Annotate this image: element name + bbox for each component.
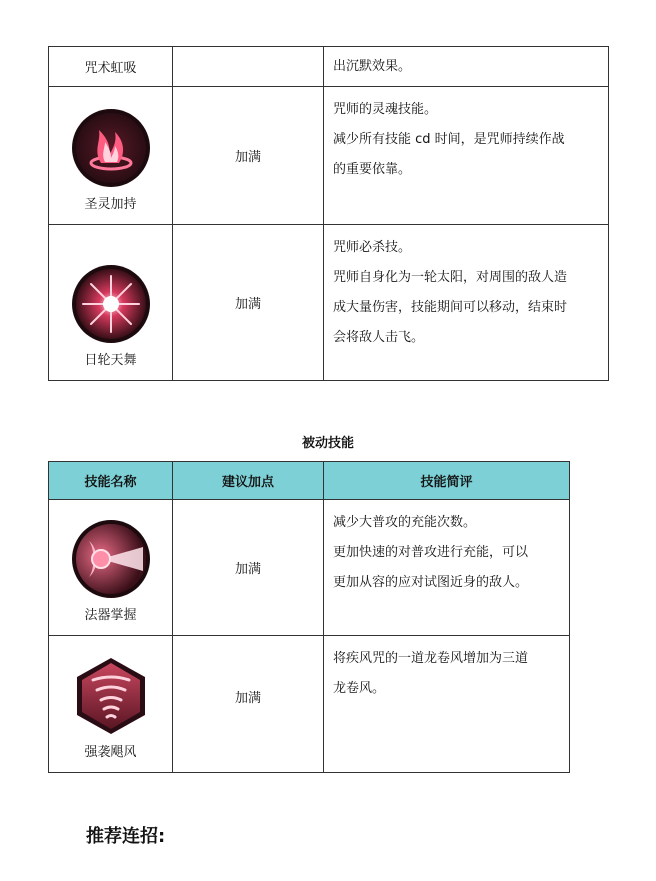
review-line: 咒师必杀技。 [333,240,412,255]
column-header: 建议加点 [173,462,324,500]
review-line: 减少大普攻的充能次数。 [333,515,477,530]
review-cell [324,500,570,636]
column-header: 技能简评 [324,462,570,500]
passive-skill-table [48,461,570,773]
review-line: 咒师的灵魂技能。 [333,102,438,117]
table-row [49,636,570,773]
table-row [49,47,609,87]
table-row [49,500,570,636]
skill-name: 圣灵加持 [84,197,137,212]
points-cell: 加满 [173,636,324,773]
review-line: 减少所有技能 cd 时间，是咒师持续作战 [333,132,565,147]
skill-name: 法器掌握 [84,608,137,623]
sun-burst-icon [71,264,151,344]
hurricane-icon [71,656,151,736]
review-cell [324,636,570,773]
active-skill-table [48,46,609,381]
table-row [49,87,609,225]
points-cell: 加满 [173,87,324,225]
review-line: 龙卷风。 [333,681,386,696]
column-header: 技能名称 [49,462,173,500]
skill-name-cell [49,87,173,225]
skill-name-cell [49,500,173,636]
review-line: 成大量伤害，技能期间可以移动，结束时 [333,300,568,315]
skill-name-cell [49,636,173,773]
review-cell [324,225,609,381]
review-line: 更加快速的对普攻进行充能，可以 [333,545,529,560]
review-line: 的重要依靠。 [333,162,412,177]
review-cell [324,87,609,225]
holy-fire-icon [71,108,151,188]
review-line: 更加从容的应对试图近身的敌人。 [333,575,529,590]
review-line: 将疾风咒的一道龙卷风增加为三道 [333,651,529,666]
section-title: 被动技能 [301,436,354,451]
skill-name-cell [49,225,173,381]
review-line: 出沉默效果。 [333,58,412,74]
combo-heading: 推荐连招: [86,826,166,847]
review-line: 会将敌人击飞。 [333,330,425,345]
review-line: 咒师自身化为一轮太阳，对周围的敌人造 [333,270,568,285]
review-cell [324,47,609,87]
skill-name: 强袭飓风 [84,745,137,760]
skill-name: 日轮天舞 [84,353,137,368]
points-cell: 加满 [173,500,324,636]
table-header-row [49,462,570,500]
magic-artifact-icon [71,519,151,599]
skill-name-cell [49,47,173,87]
points-cell: 加满 [173,225,324,381]
skill-name: 咒术虹吸 [84,61,137,76]
points-cell [173,47,324,87]
table-row [49,225,609,381]
